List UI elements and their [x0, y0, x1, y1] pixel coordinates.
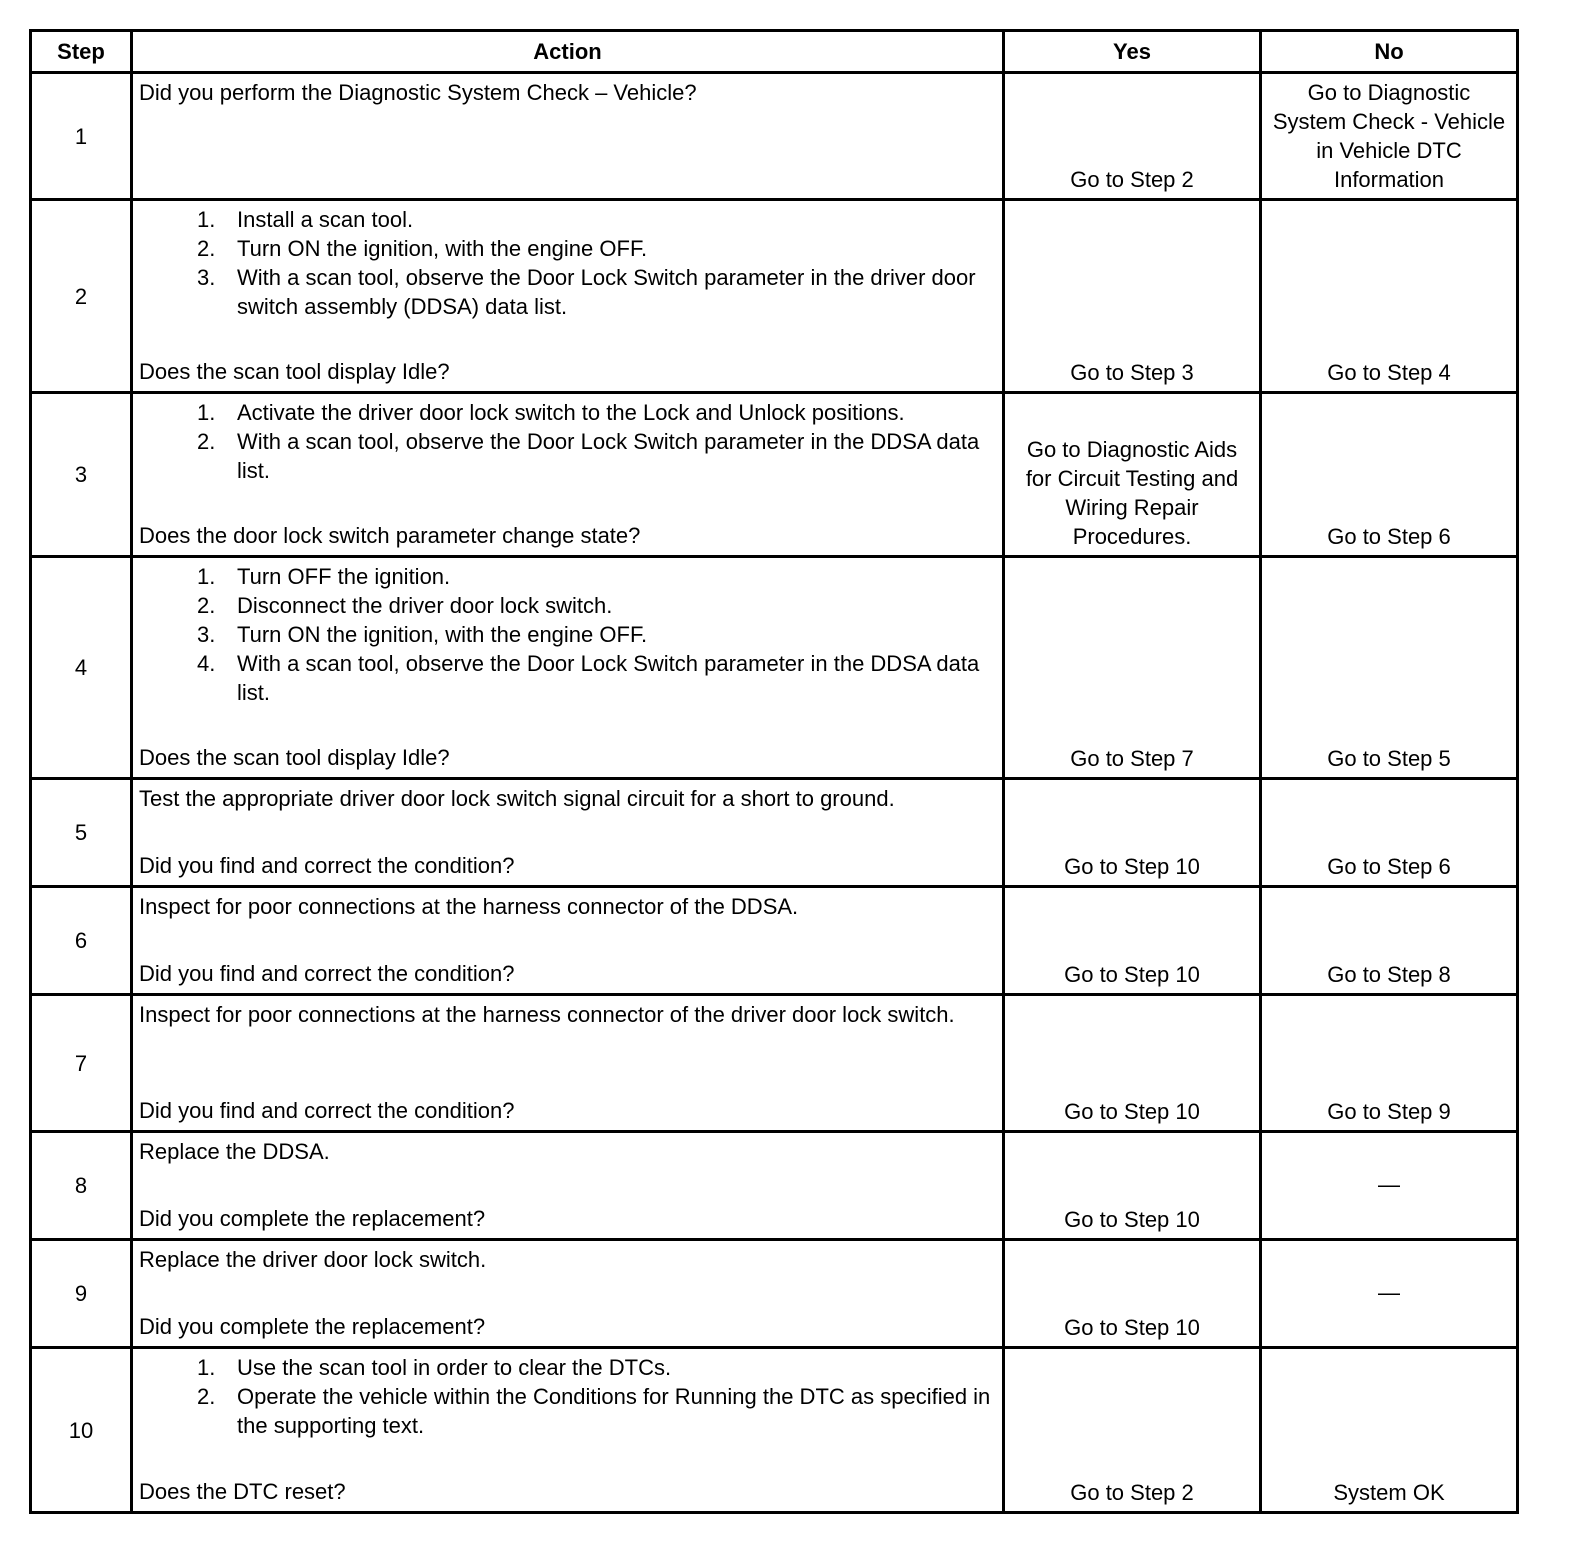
action-question: Does the scan tool display Idle? [139, 745, 450, 770]
list-item: 1. Install a scan tool. [197, 207, 414, 232]
yes-cell: Go to Diagnostic Aids for Circuit Testing and Wiring Repair Procedures. [1004, 393, 1261, 557]
header-yes: Yes [1004, 31, 1261, 73]
step-number: 4 [31, 557, 132, 779]
action-cell [132, 887, 1004, 995]
list-item: 1. Activate the driver door lock switch to the Lock and Unlock positions. [197, 400, 905, 425]
yes-cell: Go to Step 10 [1004, 887, 1261, 995]
step-number: 7 [31, 995, 132, 1132]
header-step: Step [31, 31, 132, 73]
action-intro: Inspect for poor connections at the harness connector of the driver door lock switch. [139, 1002, 955, 1027]
yes-cell: Go to Step 3 [1004, 200, 1261, 393]
no-cell: Go to Step 4 [1261, 200, 1518, 393]
header-row [31, 31, 1518, 73]
action-cell [132, 73, 1004, 200]
list-item: 2. Operate the vehicle within the Conditions for Running the DTC as specified in the supporting text. [197, 1384, 991, 1438]
no-cell: Go to Step 6 [1261, 779, 1518, 887]
action-steps [139, 205, 996, 321]
yes-cell: Go to Step 10 [1004, 995, 1261, 1132]
action-intro: Replace the driver door lock switch. [139, 1247, 487, 1272]
step-number: 10 [31, 1348, 132, 1513]
table-row [31, 557, 1518, 779]
list-item: 1. Use the scan tool in order to clear the DTCs. [197, 1355, 672, 1380]
list-item: 2. With a scan tool, observe the Door Lock Switch parameter in the DDSA data list. [197, 429, 980, 483]
action-cell [132, 200, 1004, 393]
action-question: Did you find and correct the condition? [139, 1098, 515, 1123]
table-row [31, 393, 1518, 557]
header-action: Action [132, 31, 1004, 73]
diagnostic-table [29, 29, 1519, 1514]
no-cell: Go to Step 5 [1261, 557, 1518, 779]
action-cell [132, 779, 1004, 887]
list-item: 4. With a scan tool, observe the Door Lock Switch parameter in the DDSA data list. [197, 651, 980, 705]
list-item: 3. With a scan tool, observe the Door Lock Switch parameter in the driver door switch assembly (DDSA) data list. [197, 265, 976, 319]
step-number: 5 [31, 779, 132, 887]
step-number: 9 [31, 1240, 132, 1348]
table-row [31, 779, 1518, 887]
step-number: 6 [31, 887, 132, 995]
no-cell: Go to Step 9 [1261, 995, 1518, 1132]
table-row [31, 1240, 1518, 1348]
action-question: Does the scan tool display Idle? [139, 359, 450, 384]
action-cell [132, 1240, 1004, 1348]
action-question: Did you complete the replacement? [139, 1206, 486, 1231]
list-item: 3. Turn ON the ignition, with the engine OFF. [197, 622, 648, 647]
yes-cell: Go to Step 7 [1004, 557, 1261, 779]
action-intro: Inspect for poor connections at the harness connector of the DDSA. [139, 894, 799, 919]
list-item: 2. Turn ON the ignition, with the engine OFF. [197, 236, 648, 261]
action-intro: Replace the DDSA. [139, 1139, 330, 1164]
action-cell [132, 995, 1004, 1132]
table-row [31, 73, 1518, 200]
action-steps [139, 398, 996, 485]
action-steps [139, 1353, 996, 1440]
step-number: 1 [31, 73, 132, 200]
list-item: 2. Disconnect the driver door lock switch. [197, 593, 613, 618]
action-question: Does the DTC reset? [139, 1479, 346, 1504]
table-row [31, 1132, 1518, 1240]
action-cell [132, 393, 1004, 557]
yes-cell: Go to Step 10 [1004, 1240, 1261, 1348]
no-cell: Go to Diagnostic System Check - Vehicle in Vehicle DTC Information [1261, 73, 1518, 200]
step-number: 2 [31, 200, 132, 393]
action-question: Did you complete the replacement? [139, 1314, 486, 1339]
no-cell: — [1261, 1240, 1518, 1348]
action-steps [139, 562, 996, 707]
list-item: 1. Turn OFF the ignition. [197, 564, 451, 589]
yes-cell: Go to Step 2 [1004, 73, 1261, 200]
action-cell [132, 1132, 1004, 1240]
no-cell: — [1261, 1132, 1518, 1240]
table-row [31, 887, 1518, 995]
yes-cell: Go to Step 10 [1004, 1132, 1261, 1240]
header-no: No [1261, 31, 1518, 73]
table-row [31, 995, 1518, 1132]
action-question: Did you find and correct the condition? [139, 961, 515, 986]
action-question: Does the door lock switch parameter change state? [139, 523, 641, 548]
action-question: Did you find and correct the condition? [139, 853, 515, 878]
action-intro: Test the appropriate driver door lock switch signal circuit for a short to ground. [139, 786, 895, 811]
no-cell: System OK [1261, 1348, 1518, 1513]
step-number: 3 [31, 393, 132, 557]
action-cell [132, 1348, 1004, 1513]
table-row [31, 200, 1518, 393]
no-cell: Go to Step 6 [1261, 393, 1518, 557]
action-intro: Did you perform the Diagnostic System Check – Vehicle? [139, 80, 697, 105]
no-cell: Go to Step 8 [1261, 887, 1518, 995]
yes-cell: Go to Step 10 [1004, 779, 1261, 887]
action-cell [132, 557, 1004, 779]
step-number: 8 [31, 1132, 132, 1240]
yes-cell: Go to Step 2 [1004, 1348, 1261, 1513]
table-row [31, 1348, 1518, 1513]
